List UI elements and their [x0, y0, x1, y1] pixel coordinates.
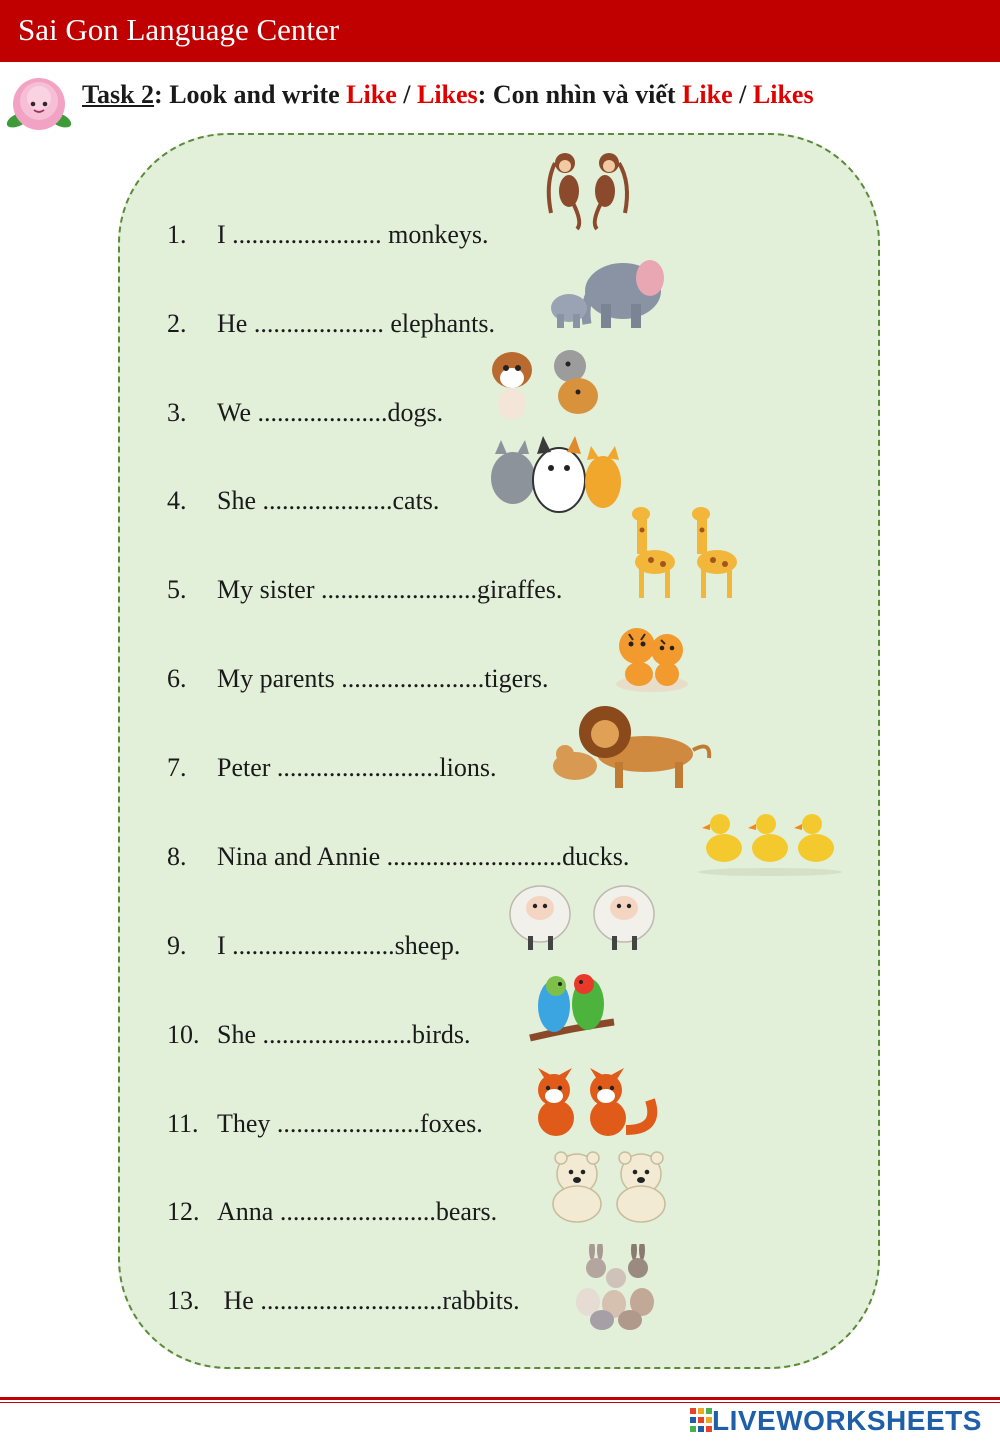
item-number: 3.	[167, 398, 187, 427]
elephants-icon	[545, 246, 670, 332]
tigers-icon	[611, 612, 693, 694]
exercise-item[interactable]	[167, 753, 497, 783]
item-number: 2.	[167, 309, 187, 338]
ducks-icon	[696, 804, 844, 878]
item-text: I .........................sheep.	[217, 931, 461, 960]
item-text: He .................... elephants.	[217, 309, 496, 338]
item-number: 10.	[167, 1020, 200, 1049]
task-label: Task 2	[82, 80, 155, 109]
like-word: Like	[346, 80, 397, 109]
foxes-icon	[532, 1060, 660, 1140]
item-text: She .......................birds.	[217, 1020, 471, 1049]
exercise-item[interactable]	[167, 1286, 520, 1316]
item-number: 13.	[167, 1286, 200, 1315]
logo-mark-icon	[690, 1408, 712, 1434]
item-text: My parents ......................tigers.	[217, 664, 549, 693]
item-number: 7.	[167, 753, 187, 782]
flower-icon	[4, 68, 74, 138]
item-text: Anna ........................bears.	[217, 1197, 498, 1226]
header-bar	[0, 0, 1000, 62]
task-text: : Look and write	[154, 80, 347, 109]
item-text: I ....................... monkeys.	[217, 220, 489, 249]
exercise-item[interactable]	[167, 664, 548, 694]
rabbits-icon	[572, 1244, 662, 1332]
exercise-item[interactable]	[167, 1109, 483, 1139]
exercise-item[interactable]	[167, 220, 489, 250]
cats-icon	[487, 432, 625, 518]
slash: /	[396, 80, 417, 109]
exercise-item[interactable]	[167, 931, 460, 961]
sheep-icon	[506, 874, 656, 954]
liveworksheets-logo	[690, 1404, 982, 1438]
item-text: My sister ........................giraffes.	[217, 575, 563, 604]
footer-divider	[0, 1397, 1000, 1400]
exercise-item[interactable]	[167, 575, 562, 605]
item-text: She ....................cats.	[217, 486, 440, 515]
item-number: 6.	[167, 664, 187, 693]
bears-icon	[545, 1146, 673, 1226]
dogs-icon	[482, 340, 614, 428]
item-text: We ....................dogs.	[217, 398, 444, 427]
giraffes-icon	[625, 504, 755, 602]
exercise-item[interactable]	[167, 842, 629, 872]
slash-vi: /	[732, 80, 753, 109]
exercise-item[interactable]	[167, 398, 443, 428]
exercise-item[interactable]	[167, 1197, 497, 1227]
monkeys-icon	[543, 143, 635, 231]
logo-text: LIVEWORKSHEETS	[712, 1405, 982, 1436]
item-number: 5.	[167, 575, 187, 604]
likes-word-vi: Likes	[752, 80, 814, 109]
item-number: 11.	[167, 1109, 199, 1138]
item-number: 8.	[167, 842, 187, 871]
item-number: 1.	[167, 220, 187, 249]
header-title: Sai Gon Language Center	[18, 12, 340, 47]
like-word-vi: Like	[682, 80, 733, 109]
exercise-item[interactable]	[167, 309, 495, 339]
task-instruction	[82, 80, 814, 110]
item-number: 12.	[167, 1197, 200, 1226]
item-text: They ......................foxes.	[217, 1109, 483, 1138]
birds-icon	[526, 972, 618, 1056]
exercise-item[interactable]	[167, 1020, 471, 1050]
item-number: 4.	[167, 486, 187, 515]
lions-icon	[553, 700, 715, 792]
item-text: Peter .........................lions.	[217, 753, 497, 782]
item-text: Nina and Annie ...........................ducks.	[217, 842, 630, 871]
exercise-item[interactable]	[167, 486, 439, 516]
task-text-vi: : Con nhìn và viết	[477, 80, 683, 109]
item-text: He ............................rabbits.	[217, 1286, 520, 1315]
footer-divider-thin	[0, 1402, 1000, 1403]
item-number: 9.	[167, 931, 187, 960]
likes-word: Likes	[416, 80, 478, 109]
